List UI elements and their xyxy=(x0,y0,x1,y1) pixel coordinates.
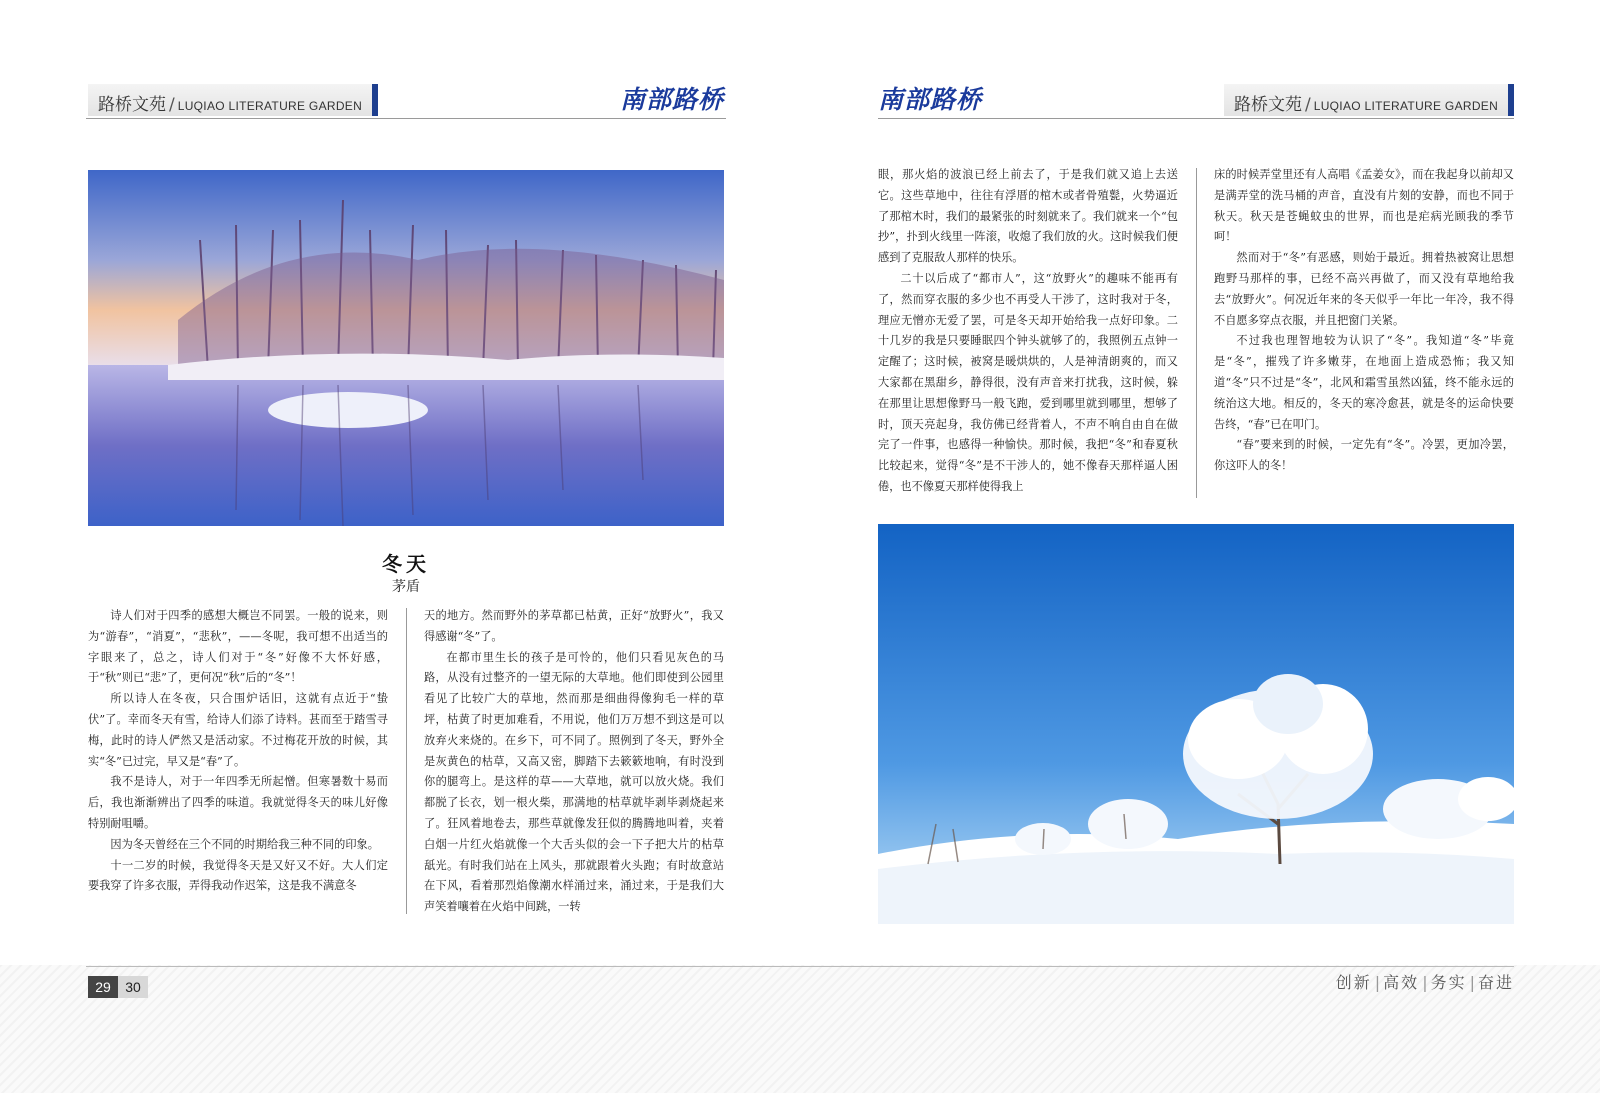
section-header xyxy=(1224,84,1514,116)
paragraph: 所以诗人在冬夜，只合围炉话旧，这就有点近于“蛰伏”了。幸而冬天有雪，给诗人们添了诗料。甚而至于踏雪寻梅，此时的诗人俨然又是活动家。不过梅花开放的时候，其实“冬”已过完，早又是“春”了。 xyxy=(88,692,388,768)
paragraph: 我不是诗人，对于一年四季无所起憎。但寒暑数十易而后，我也渐渐辨出了四季的味道。我就觉得冬天的味儿好像特别耐咀嚼。 xyxy=(88,775,388,830)
lake-birch-image xyxy=(88,170,724,526)
article-title: 冬天 xyxy=(382,552,430,576)
snow-tree-image xyxy=(878,524,1514,924)
section-title-en: LUQIAO LITERATURE GARDEN xyxy=(1313,99,1499,113)
paragraph: 床的时候弄堂里还有人高唱《孟姜女》，而在我起身以前却又是满弄堂的洗马桶的声音，直没有片刻的安静，而也不同于秋天。秋天是苍蝇蚊虫的世界，而也是疟病光顾我的季节呵！ xyxy=(1214,168,1514,244)
paragraph: 因为冬天曾经在三个不同的时期给我三种不同的印象。 xyxy=(110,837,379,851)
slogan-word: 奋进 xyxy=(1477,973,1514,992)
lake-birch-photo xyxy=(88,170,724,526)
section-header xyxy=(88,84,378,116)
article-column-3 xyxy=(878,165,1178,501)
slogan-separator: | xyxy=(1374,973,1381,992)
section-title-cn: 路桥文苑 xyxy=(1234,95,1302,115)
right-page xyxy=(800,0,1600,1093)
slogan-separator: | xyxy=(1469,973,1475,992)
article-column-1 xyxy=(88,606,388,918)
article-author: 茅盾 xyxy=(392,579,420,595)
section-separator: / xyxy=(169,95,175,115)
column-divider xyxy=(406,608,407,914)
paragraph: 然而对于“冬”有恶感，则始于最近。拥着热被窝让思想跑野马那样的事，已经不高兴再做了，而又没有草地给我去“放野火”。何况近年来的冬天似乎一年比一年冷，我不得不自愿多穿点衣服，并且把窗门关紧。 xyxy=(1214,251,1514,327)
paragraph: 不过我也理智地较为认识了“冬”。我知道“冬”毕竟是“冬”，摧残了许多嫩芽，在地面上造成恐怖；我又知道“冬”只不过是“冬”，北风和霜雪虽然凶猛，终不能永远的统治这大地。相反的，冬天的寒冷愈甚，就是冬的运命快要告终，“春”已在叩门。 xyxy=(1214,334,1514,431)
section-title-cn: 路桥文苑 xyxy=(98,95,166,115)
header-rule xyxy=(878,118,1514,119)
brand-logo: 南部路桥 xyxy=(878,85,983,114)
slogan-separator: | xyxy=(1422,973,1428,992)
article-column-4 xyxy=(1214,165,1514,501)
paragraph: 在都市里生长的孩子是可怜的，他们只看见灰色的马路，从没有过整齐的一望无际的大草地。他们即使到公园里看见了比较广大的草地，然而那是细曲得像狗毛一样的草坪，枯黄了时更加难看，不用说，他们万万想不到这是可以放弃火来烧的。在乡下，可不同了。照例到了冬天，野外全是灰黄色的枯草，又高又密，脚踏下去簌簌地响，有时没到你的腿弯上。是这样的草——大草地，就可以放火烧。我们都脱了长衣，划一根火柴，那满地的枯草就毕剥毕剥烧起来了。狂风着地卷去，那些草就像发狂似的腾腾地叫着，夹着白烟一片红火焰就像一个大舌头似的会一下子把大片的枯草舐光。有时我们站在上风头，那就跟着火头跑；有时故意站在下风，看着那烈焰像潮水样涌过来，涌过来，于是我们大声笑着嚷着在火焰中间跳，一转 xyxy=(424,650,724,914)
paragraph: 诗人们对于四季的感想大概岂不同罢。一般的说来，则为“游春”，“消夏”，“悲秋”，——冬呢，我可想不出适当的字眼来了，总之，诗人们对于“冬”好像不大怀好感，于“秋”则已“悲”了，更何况“秋”后的“冬”！ xyxy=(88,609,388,685)
paragraph: 十一二岁的时候，我觉得冬天是又好又不好。大人们定要我穿了许多衣服，弄得我动作迟笨，这是我不满意冬 xyxy=(88,858,388,893)
page-number-left: 29 xyxy=(88,976,118,998)
paragraph: 二十以后成了“都市人”，这“放野火”的趣味不能再有了，然而穿衣服的多少也不再受人干涉了，这时我对于冬，理应无憎亦无爱了罢，可是冬天却开始给我一点好印象。二十几岁的我是只要睡眠四个钟头就够了的，我照例五点钟一定醒了；这时候，被窝是暖烘烘的，人是神清朗爽的，而又大家都在黑甜乡，静得很，没有声音来打扰我，这时候，躲在那里让思想像野马一般飞跑，爱到哪里就到哪里，想够了时，顶天亮起身，我仿佛已经背着人，不声不响自由自在做完了一件事，也感得一种愉快。那时候，我把“冬”和春夏秋比较起来，觉得“冬”是不干涉人的，她不像春天那样逼人困倦，也不像夏天那样使得我上 xyxy=(878,271,1178,493)
slogan-word: 创新 xyxy=(1335,973,1372,992)
article-column-2 xyxy=(424,606,724,918)
snow-tree-photo xyxy=(878,524,1514,924)
footer-rule xyxy=(86,966,1514,967)
header-rule xyxy=(86,118,726,119)
section-separator: / xyxy=(1305,95,1311,115)
section-title-en: LUQIAO LITERATURE GARDEN xyxy=(177,99,363,113)
paragraph: 眼，那火焰的波浪已经上前去了，于是我们就又追上去送它。这些草地中，往往有浮厝的棺木或者骨殖甏，火势逼近了那棺木时，我们的最紧张的时刻就来了。我们就来一个“包抄”，扑到火线里一阵滚，收熄了我们放的火。这时候我们便感到了克服敌人那样的快乐。 xyxy=(878,168,1178,265)
page-number-right: 30 xyxy=(118,976,148,998)
paragraph: 天的地方。然而野外的茅草都已枯黄，正好“放野火”，我又得感谢“冬”了。 xyxy=(424,609,724,643)
paragraph: “春”要来到的时候，一定先有“冬”。冷罢，更加冷罢，你这吓人的冬！ xyxy=(1214,438,1514,473)
column-divider xyxy=(1196,168,1197,498)
slogan-word: 高效 xyxy=(1383,973,1420,992)
brand-logo: 南部路桥 xyxy=(620,85,725,114)
footer-slogan xyxy=(1336,970,1514,993)
slogan-word: 务实 xyxy=(1430,973,1467,992)
